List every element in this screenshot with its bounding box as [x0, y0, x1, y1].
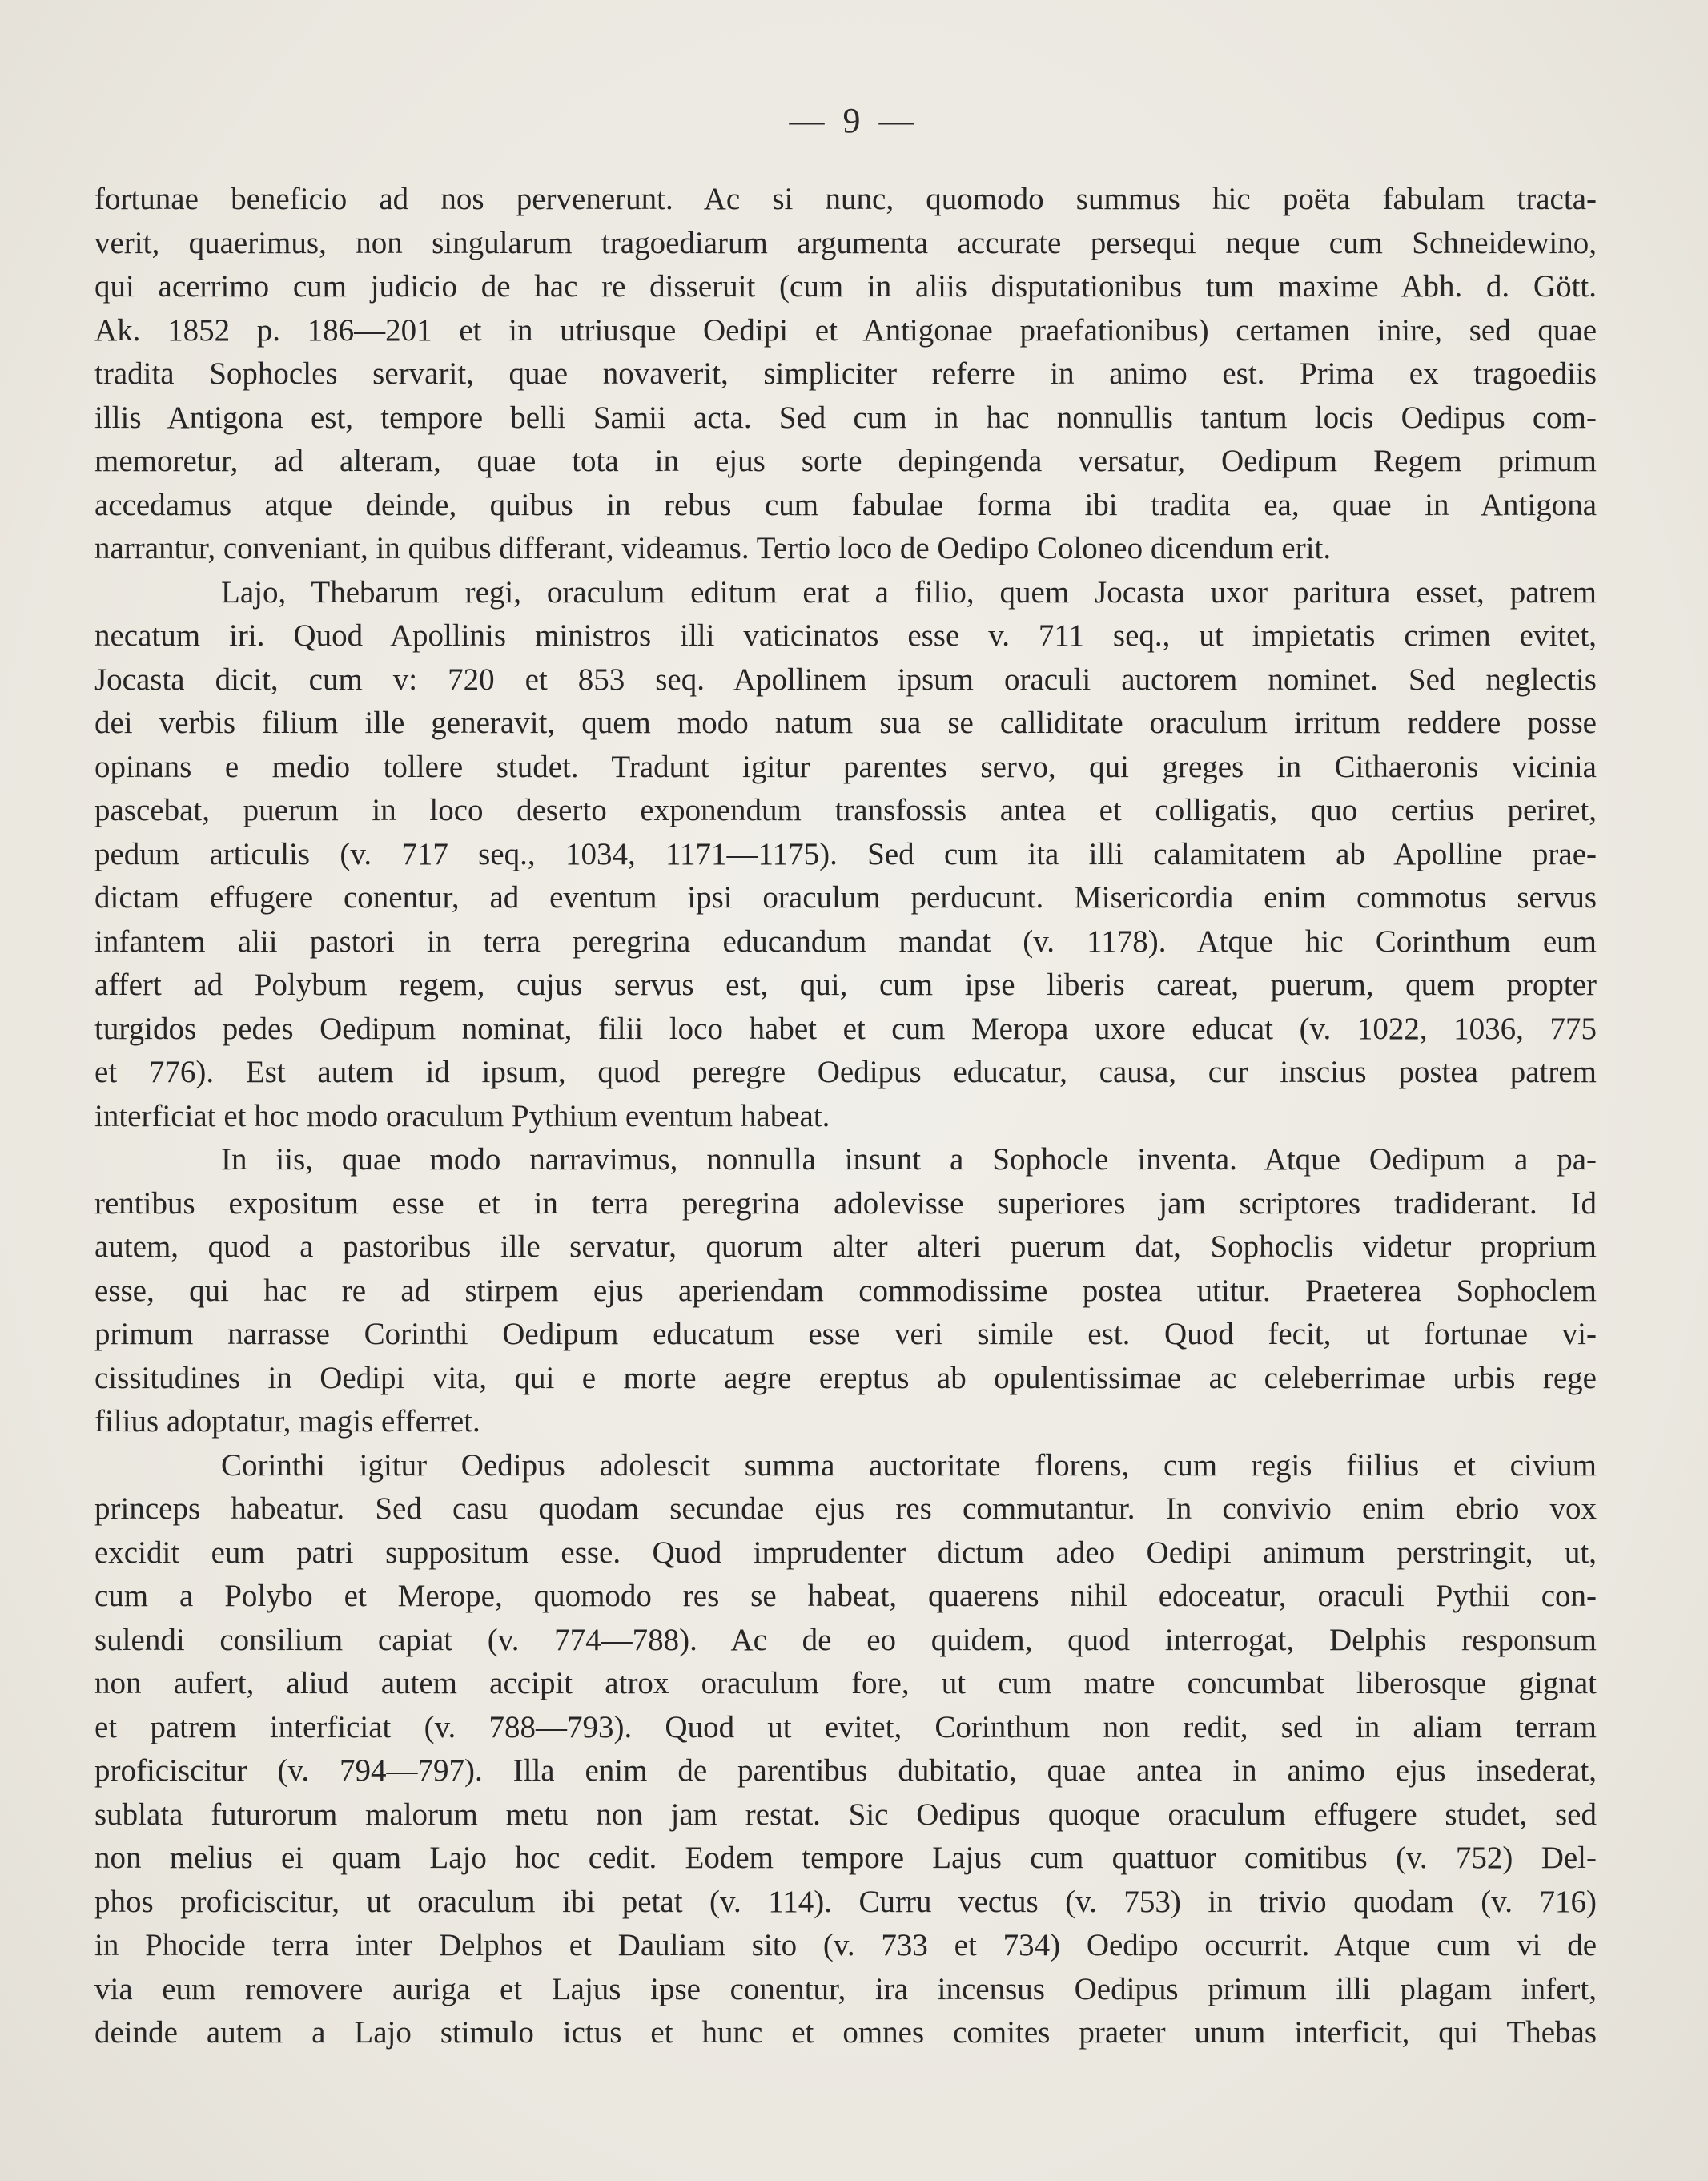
text-line: et patrem interficiat (v. 788—793). Quod ut evitet, Corinthum non redit, sed in aliam terram: [94, 1709, 1597, 1744]
text-line: et 776). Est autem id ipsum, quod peregre Oedipus educatur, causa, cur inscius postea patrem: [94, 1055, 1597, 1089]
text-line: memoretur, ad alteram, quae tota in ejus sorte depingenda versatur, Oedipum Regem primum: [94, 444, 1597, 478]
paragraph: [94, 1444, 1597, 2055]
text-line: accedamus atque deinde, quibus in rebus cum fabulae forma ibi tradita ea, quae in Antigona: [94, 487, 1597, 522]
text-line: sublata futurorum malorum metu non jam restat. Sic Oedipus quoque oraculum effugere studet, sed: [94, 1797, 1597, 1832]
text-line: turgidos pedes Oedipum nominat, filii loco habet et cum Meropa uxore educat (v. 1022, 1036, 775: [94, 1011, 1597, 1046]
text-line: pascebat, puerum in loco deserto exponendum transfossis antea et colligatis, quo certius periret,: [94, 793, 1597, 827]
text-line: fortunae beneficio ad nos pervenerunt. Ac si nunc, quomodo summus hic poëta fabulam tracta-: [94, 182, 1597, 216]
text-line: dictam effugere conentur, ad eventum ipsi oraculum perducunt. Misericordia enim commotus servus: [94, 880, 1597, 915]
paragraph: [94, 1138, 1597, 1444]
text-line: rentibus expositum esse et in terra peregrina adolevisse superiores jam scriptores tradiderant. Id: [94, 1185, 1597, 1221]
text-line: princeps habeatur. Sed casu quodam secundae ejus res commutantur. In convivio enim ebrio vox: [94, 1491, 1597, 1526]
text-line: opinans e medio tollere studet. Tradunt igitur parentes servo, qui greges in Cithaeronis vicinia: [94, 749, 1597, 784]
text-line: dei verbis filium ille generavit, quem modo natum sua se calliditate oraculum irritum reddere posse: [94, 706, 1597, 740]
text-line: esse, qui hac re ad stirpem ejus aperiendam commodissime postea utitur. Praeterea Sophoclem: [94, 1273, 1597, 1308]
text-line: non melius ei quam Lajo hoc cedit. Eodem tempore Lajus cum quattuor comitibus (v. 752) Del-: [94, 1841, 1597, 1875]
text-line: narrantur, conveniant, in quibus differant, videamus. Tertio loco de Oedipo Coloneo dicendum erit.: [94, 531, 1332, 565]
paragraph: [94, 571, 1597, 1139]
text-line: illis Antigona est, tempore belli Samii acta. Sed cum in hac nonnullis tantum locis Oedipus com-: [94, 400, 1597, 435]
text-line: Corinthi igitur Oedipus adolescit summa auctoritate florens, cum regis fiilius et civium: [221, 1447, 1597, 1483]
text-line: cum a Polybo et Merope, quomodo res se habeat, quaerens nihil edoceatur, oraculi Pythii con-: [94, 1579, 1597, 1613]
text-line: verit, quaerimus, non singularum tragoediarum argumenta accurate persequi neque cum Schneidewino,: [94, 225, 1597, 260]
text-line: necatum iri. Quod Apollinis ministros illi vaticinatos esse v. 711 seq., ut impietatis crimen evitet,: [94, 618, 1597, 653]
text-line: Ak. 1852 p. 186—201 et in utriusque Oedipi et Antigonae praefationibus) certamen inire, sed quae: [94, 312, 1597, 348]
text-line: filius adoptatur, magis efferret.: [94, 1404, 480, 1439]
text-line: autem, quod a pastoribus ille servatur, quorum alter alteri puerum dat, Sophoclis videtur proprium: [94, 1229, 1597, 1264]
text-line: Lajo, Thebarum regi, oraculum editum erat a filio, quem Jocasta uxor paritura esset, patrem: [221, 574, 1597, 610]
text-line: proficiscitur (v. 794—797). Illa enim de parentibus dubitatio, quae antea in animo ejus insederat,: [94, 1753, 1597, 1788]
text-line: interficiat et hoc modo oraculum Pythium eventum habeat.: [94, 1098, 830, 1133]
page-number: — 9 —: [789, 101, 919, 140]
text-line: cissitudines in Oedipi vita, qui e morte aegre ereptus ab opulentissimae ac celeberrimae urbis rege: [94, 1360, 1597, 1395]
paragraph: [94, 178, 1597, 571]
text-line: pedum articulis (v. 717 seq., 1034, 1171—1175). Sed cum ita illi calamitatem ab Apolline prae-: [94, 836, 1597, 871]
text-line: Jocasta dicit, cum v: 720 et 853 seq. Apollinem ipsum oraculi auctorem nominet. Sed neglectis: [94, 662, 1597, 697]
text-line: deinde autem a Lajo stimulo ictus et hunc et omnes comites praeter unum interficit, qui Thebas: [94, 2015, 1597, 2050]
text-line: non aufert, aliud autem accipit atrox oraculum fore, ut cum matre concumbat liberosque gignat: [94, 1666, 1597, 1700]
text-line: excidit eum patri suppositum esse. Quod imprudenter dictum adeo Oedipi animum perstringit, ut,: [94, 1535, 1597, 1570]
text-line: primum narrasse Corinthi Oedipum educatum esse veri simile est. Quod fecit, ut fortunae vi-: [94, 1317, 1597, 1351]
text-line: qui acerrimo cum judicio de hac re disseruit (cum in aliis disputationibus tum maxime Abh. d. Gött.: [94, 269, 1597, 304]
text-line: sulendi consilium capiat (v. 774—788). Ac de eo quidem, quod interrogat, Delphis responsum: [94, 1622, 1597, 1657]
text-line: affert ad Polybum regem, cujus servus est, qui, cum ipse liberis careat, puerum, quem propter: [94, 968, 1597, 1002]
body-text: [94, 178, 1597, 2055]
text-line: via eum removere auriga et Lajus ipse conentur, ira incensus Oedipus primum illi plagam infert,: [94, 1971, 1597, 2006]
text-line: infantem alii pastori in terra peregrina educandum mandat (v. 1178). Atque hic Corinthum eum: [94, 924, 1597, 959]
text-line: tradita Sophocles servarit, quae novaverit, simpliciter referre in animo est. Prima ex tragoediis: [94, 356, 1597, 391]
text-line: phos proficiscitur, ut oraculum ibi petat (v. 114). Curru vectus (v. 753) in trivio quodam (v. 716): [94, 1884, 1597, 1919]
text-line: in Phocide terra inter Delphos et Dauliam sito (v. 733 et 734) Oedipo occurrit. Atque cum vi de: [94, 1928, 1597, 1962]
text-line: In iis, quae modo narravimus, nonnulla insunt a Sophocle inventa. Atque Oedipum a pa-: [221, 1142, 1597, 1177]
